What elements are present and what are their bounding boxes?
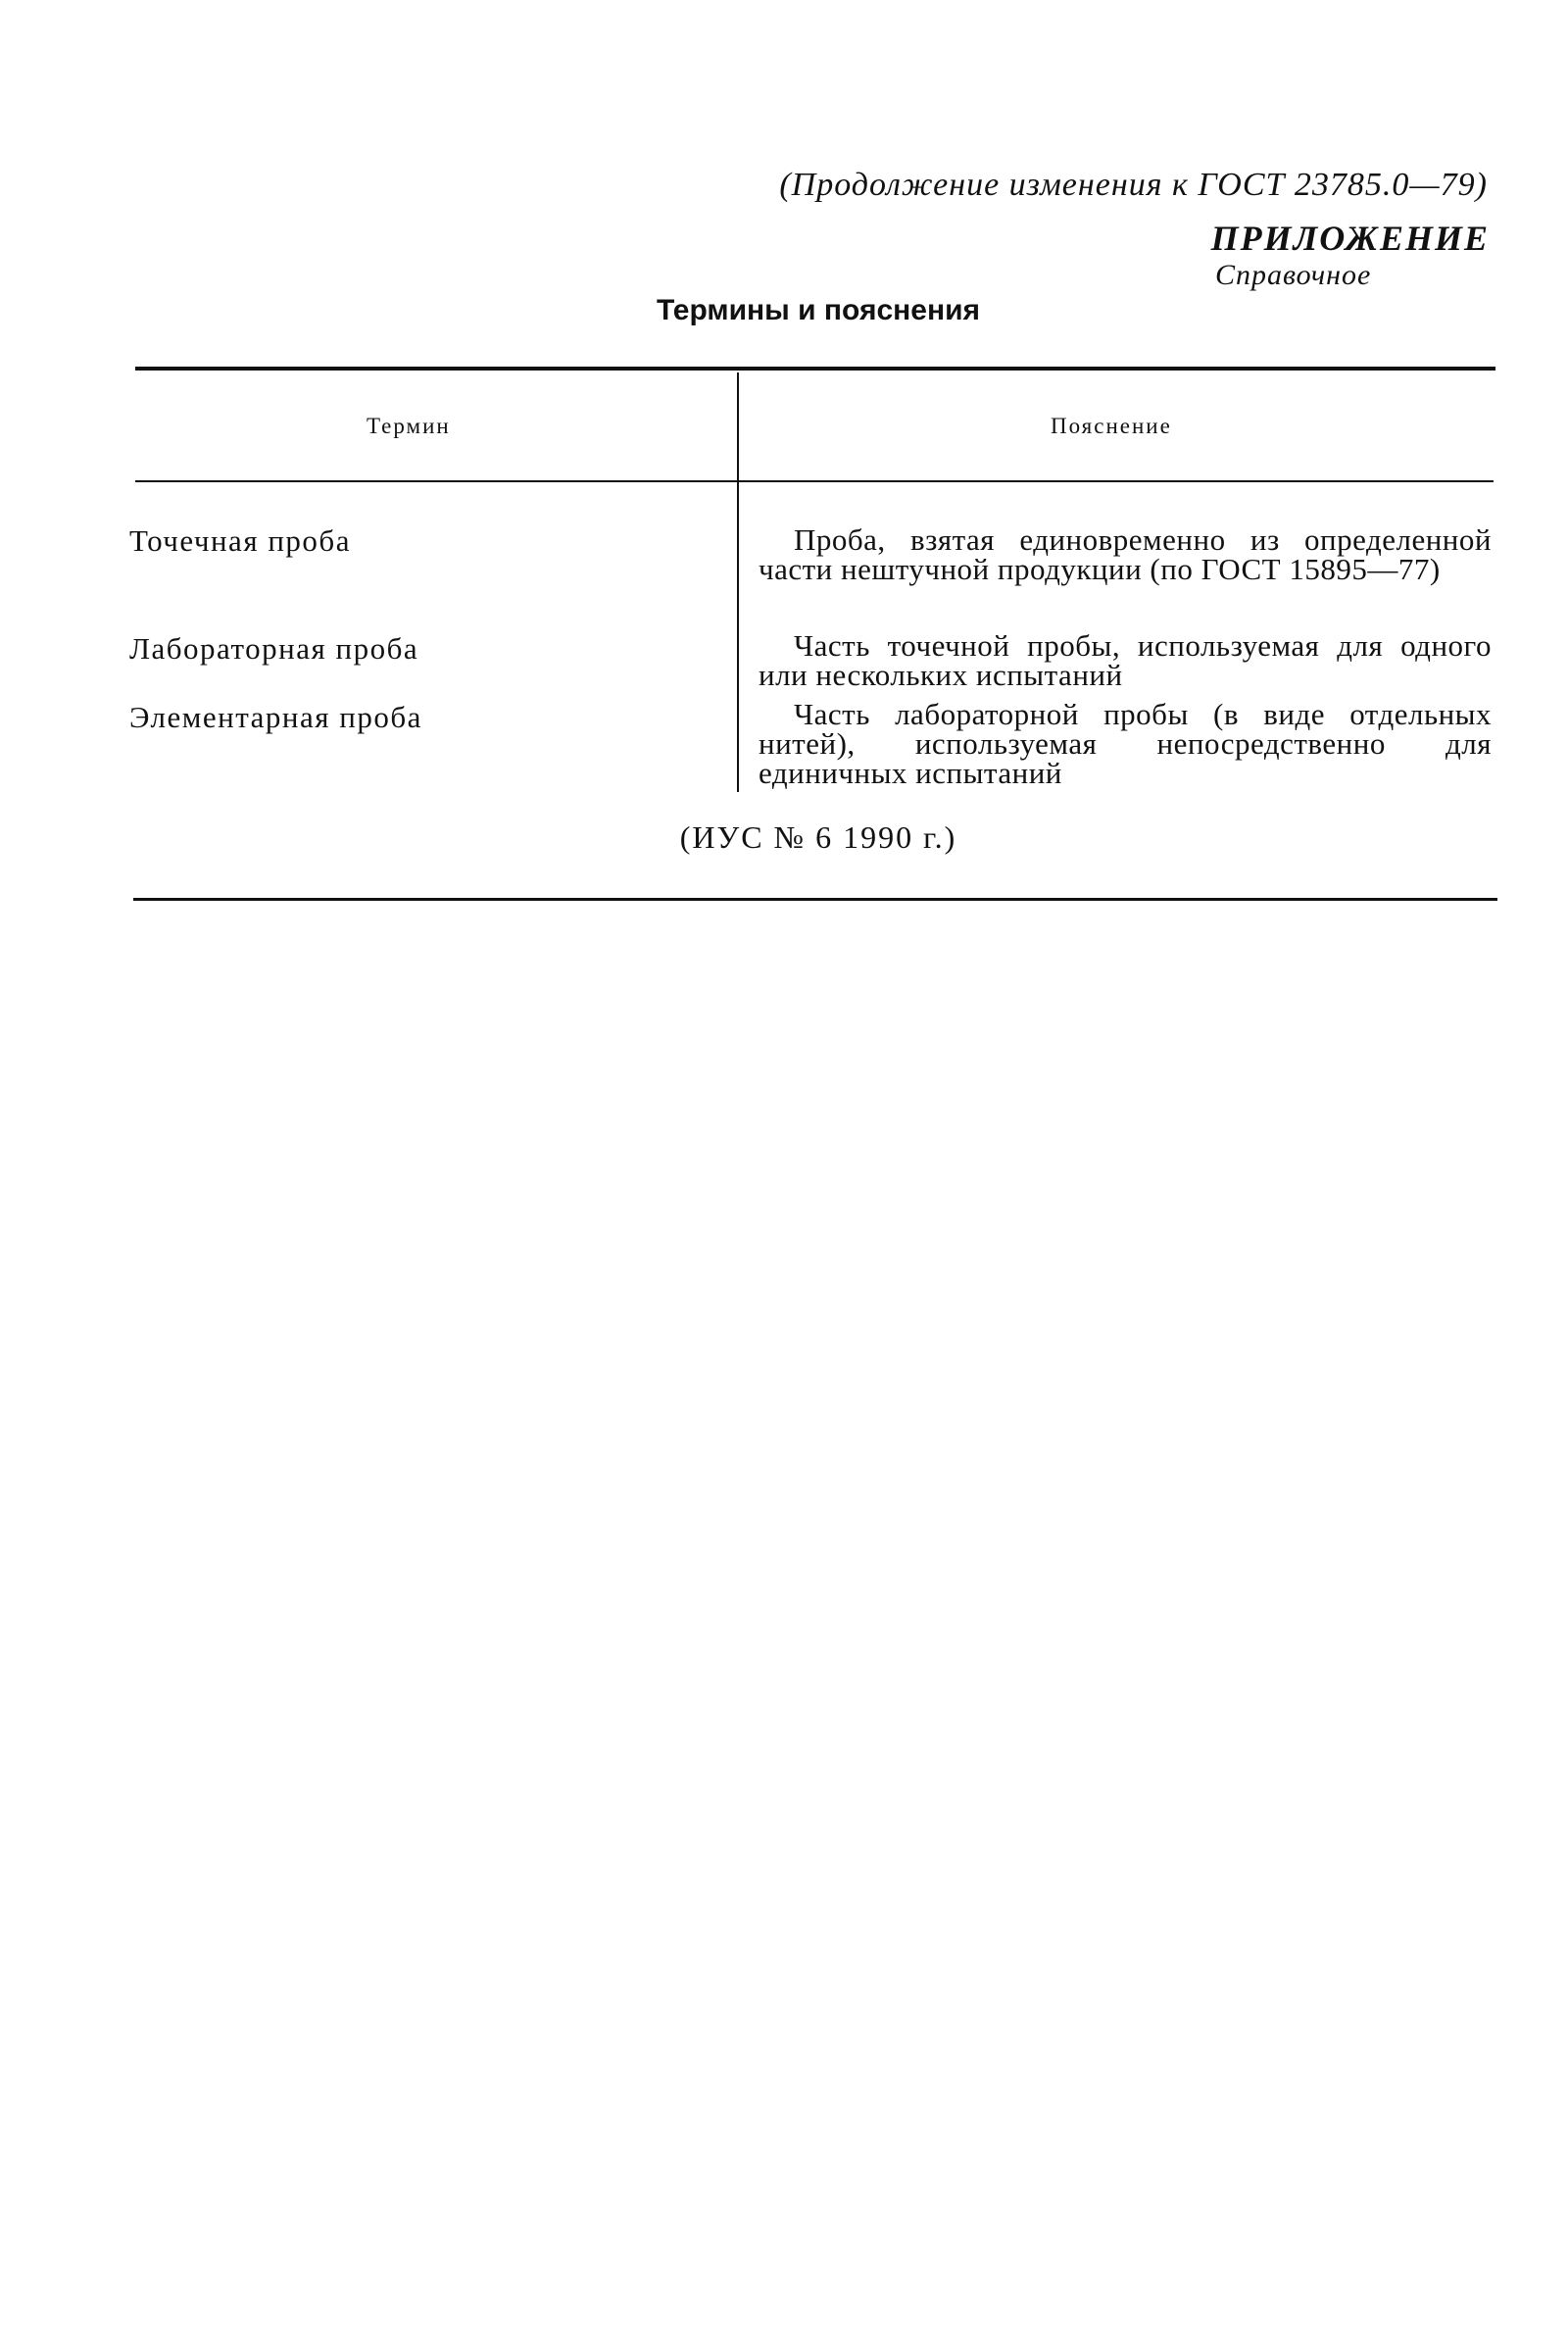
term-cell: Элементарная проба — [129, 700, 422, 734]
term-cell: Лабораторная проба — [129, 631, 419, 666]
table-top-rule — [135, 367, 1495, 371]
table-bottom-rule — [133, 898, 1497, 901]
table-header-rule — [135, 480, 1494, 482]
appendix-title: ПРИЛОЖЕНИЕ — [1210, 219, 1490, 258]
term-cell: Точечная проба — [129, 523, 351, 558]
column-divider — [737, 372, 739, 792]
explanation-cell: Проба, взятая единовременно из определенной части нештучной продукции (по ГОСТ 15895—77) — [759, 522, 1492, 586]
table-title: Термины и пояснения — [656, 294, 981, 326]
explanation-cell: Часть точечной пробы, используемая для одного или нескольких испытаний — [759, 628, 1492, 692]
column-header-term: Термин — [367, 414, 451, 438]
column-header-explanation: Пояснение — [1051, 414, 1172, 438]
continuation-note: (Продолжение изменения к ГОСТ 23785.0—79) — [779, 167, 1488, 203]
source-note: (ИУС № 6 1990 г.) — [679, 819, 957, 855]
explanation-cell: Часть лабораторной пробы (в виде отдельных нитей), используемая непосредственно для единичных испытаний — [759, 697, 1492, 790]
appendix-subtitle: Справочное — [1215, 259, 1372, 291]
